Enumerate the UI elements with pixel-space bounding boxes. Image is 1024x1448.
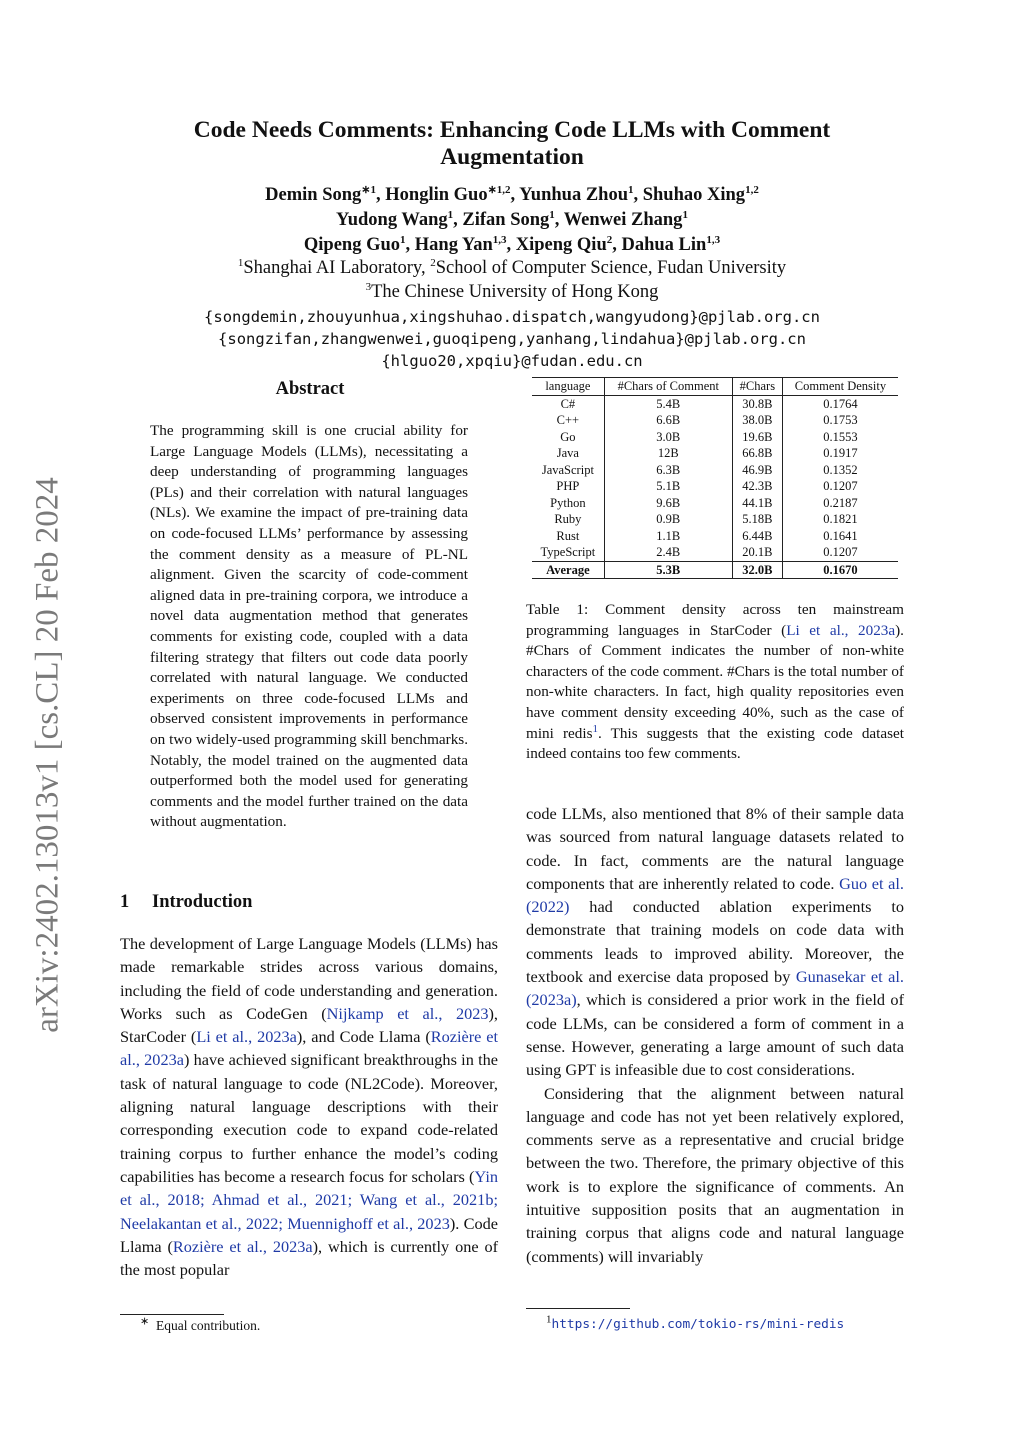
affil-sup: 2 (430, 256, 436, 269)
intro-column-left (120, 932, 498, 1281)
citation-link[interactable]: Yin et al., 2018 (120, 1166, 498, 1210)
author-sup: 1,3 (492, 233, 507, 246)
table-row (532, 395, 898, 412)
author-sup: ∗1,2 (487, 183, 511, 196)
section-number: 1 (120, 892, 130, 912)
table-cell: 6.6B (604, 412, 732, 429)
author-sup: 1 (682, 208, 688, 221)
table-cell: 6.3B (604, 462, 732, 479)
author-emails (120, 306, 904, 372)
author-name: Yudong Wang (336, 210, 448, 230)
table-cell: 0.1753 (823, 413, 858, 427)
table-cell: 0.1764 (823, 396, 858, 411)
table-row (532, 544, 898, 561)
text-run: , which is considered a prior work in the field of code LLMs, can be considered a form of comment in a sense. However, generating a large amount of such data using GPT is infeasible due to cost considerations. (526, 990, 904, 1080)
text-run: ). Code Llama ( (120, 1213, 498, 1256)
author-name: Xipeng Qiu (515, 235, 607, 255)
text-run: Table 1: Comment density across ten mainstream programming languages in StarCoder ( (526, 601, 904, 639)
text-run: ) have achieved significant breakthroughs in the task of natural language to code (NL2Code). Moreover, aligning natural language descriptions with their corresponding execution code to expand code-related training corpus to further enhance the model’s coding capabilities has become a research focus for scholars ( (120, 1050, 498, 1186)
author-list (120, 183, 904, 258)
table-cell: 1.1B (604, 528, 732, 545)
table-caption (526, 600, 904, 765)
table-cell: 32.0B (732, 561, 782, 579)
author-sup: ∗1 (361, 183, 377, 196)
table-cell: 66.8B (732, 445, 782, 462)
author-name: Yunhua Zhou (519, 185, 628, 205)
author-sup: 1,2 (745, 183, 759, 196)
footnote-divider (120, 1314, 224, 1315)
intro-paragraph-3: Considering that the alignment between natural language and code has not yet been relatively explored, comments serve as a representative and crucial bridge between the two. Therefore, the primary objective of this work is to explore the significance of comments. An intuitive supposition posits that an augmentation in training corpus that aligns code and natural language (comments) will invariably (526, 1083, 904, 1266)
citation-link[interactable]: Wang et al., 2021b (359, 1190, 494, 1210)
citation-link[interactable]: Neelakantan et al., 2022 (120, 1213, 279, 1233)
table-cell: 0.1207 (823, 545, 858, 559)
author-sup: 1 (400, 233, 406, 246)
table-cell: 5.3B (604, 561, 732, 579)
abstract-body: The programming skill is one crucial ability for Large Language Models (LLMs), necessitating a deep understanding of programming languages (PLs) and their correlation with natural languages (NLs). We examine the impact of pre-training data on code-focused LLMs’ performance by assessing the comment density as a measure of PL-NL alignment. Given the scarcity of code-comment aligned data in pre-training corpora, we introduce a novel data augmentation method that generates comments for existing code, coupled with a data filtering strategy that filters out code data poorly correlated with natural language. We conducted experiments on three code-focused LLMs and observed consistent improvements in performance on two widely-used programming skill benchmarks. Notably, the model trained on the augmented data outperformed both the model used for generating comments and the model further trained on the data without augmentation. (150, 422, 468, 831)
table-cell: 0.1670 (823, 562, 858, 577)
text-run: code LLMs, also mentioned that 8% of their sample data was sourced from natural language datasets related to code. In fact, comments are the natural language components that are inherently related to code. (526, 804, 904, 893)
footnote-equal-contribution (140, 1315, 261, 1334)
table-cell: 0.1641 (823, 528, 858, 543)
author-name: Hang Yan (414, 235, 493, 255)
text-run: . This suggests that the existing code dataset indeed contains too few comments. (526, 724, 904, 763)
author-sup: 1,3 (706, 233, 721, 246)
citation-link[interactable]: Nijkamp et al., 2023 (326, 1003, 489, 1023)
section-title: Introduction (152, 892, 253, 912)
footnote-mark: ∗ (140, 1315, 150, 1328)
table-cell: 6.44B (732, 528, 782, 545)
email-line[interactable]: {songzifan,zhangwenwei,guoqipeng,yanhang,lindahua}@pjlab.org.cn (218, 330, 806, 348)
text-run: ; (200, 1190, 212, 1210)
author-name: Wenwei Zhang (563, 210, 683, 230)
author-line-1: Demin Song$^{∗1}$, Honglin Guo$^{∗1,2}$, Yunhua Zhou$^1$, Shuhao Xing$^{1,2}$ (265, 183, 759, 205)
table-cell: 42.3B (732, 478, 782, 495)
table-header-row (532, 378, 898, 396)
text-run: had conducted ablation experiments to demonstrate that training models on code data with comments leads to improved ability. Moreover, the textbook and exercise data proposed by (526, 897, 904, 987)
author-sup: 2 (606, 233, 613, 246)
table-row (532, 528, 898, 545)
table-row (532, 462, 898, 479)
affil-sup: 3 (365, 280, 372, 293)
text-run: ; (347, 1190, 360, 1210)
author-name: Shuhao Xing (642, 185, 746, 205)
author-name: Zifan Song (462, 210, 550, 230)
paper-title: Code Needs Comments: Enhancing Code LLMs with Comment Augmentation (193, 117, 831, 170)
email-line[interactable]: {hlguo20,xpqiu}@fudan.edu.cn (381, 352, 643, 370)
text-run: ; (493, 1190, 498, 1210)
table-row (532, 495, 898, 512)
text-run: ; (278, 1213, 288, 1233)
intro-paragraph-2 (526, 802, 904, 1082)
table-cell: 5.1B (604, 478, 732, 495)
citation-link[interactable]: Guo et al. (2022) (526, 873, 905, 917)
table-cell: 0.2187 (823, 495, 858, 510)
table-row (532, 511, 898, 528)
footnote-text: Equal contribution. (155, 1318, 261, 1333)
author-name: Honglin Guo (385, 185, 488, 205)
table-cell: 5.18B (732, 511, 782, 528)
table-row (532, 478, 898, 495)
table-header-cell: #Chars (732, 378, 782, 396)
table-cell: Ruby (532, 511, 604, 528)
table-cell: 20.1B (732, 544, 782, 561)
footnote-marker[interactable]: 1 (592, 722, 598, 735)
table-cell: C# (532, 395, 604, 412)
footnote-mark: 1 (546, 1313, 552, 1326)
table-cell: Python (532, 495, 604, 512)
table-cell: Average (532, 561, 604, 579)
table-cell: 0.1352 (823, 462, 858, 477)
table-header-cell: #Chars of Comment (604, 378, 732, 396)
section-heading-introduction (120, 892, 252, 913)
table-comment-density (532, 377, 898, 579)
table-cell: JavaScript (532, 462, 604, 479)
table-cell: TypeScript (532, 544, 604, 561)
table-average-row (532, 561, 898, 579)
author-name: Dahua Lin (621, 235, 707, 255)
text-run: ), and Code Llama ( (296, 1027, 431, 1047)
citation-link[interactable]: Li et al., 2023a (786, 621, 896, 639)
citation-link[interactable]: Muennighoff et al., 2023 (287, 1213, 450, 1233)
affil-sup: 1 (237, 256, 244, 269)
author-sup: 1 (447, 208, 454, 221)
arxiv-identifier (22, 455, 74, 1055)
text-run: ), which is currently one of the most popular (120, 1236, 499, 1280)
table-header-cell: Comment Density (794, 379, 887, 393)
table-row (532, 412, 898, 429)
table-cell: Go (532, 429, 604, 446)
table-cell: 0.1821 (823, 512, 858, 526)
affiliation: The Chinese University of Hong Kong (371, 282, 659, 302)
table-cell: 2.4B (604, 544, 732, 561)
citation-link[interactable]: Gunasekar et al. (2023a) (526, 967, 904, 1010)
author-line-2: Yudong Wang$^1$, Zifan Song$^1$, Wenwei Zhang$^1$ (336, 208, 688, 230)
table-cell: 9.6B (604, 495, 732, 512)
affiliation-line-1 (120, 256, 904, 280)
citation-link[interactable]: Rozière et al., 2023a (120, 1027, 499, 1070)
email-line[interactable]: {songdemin,zhouyunhua,xingshuhao.dispatch,wangyudong}@pjlab.org.cn (204, 308, 820, 326)
table-row (532, 429, 898, 446)
affiliation-line-2 (120, 280, 904, 304)
citation-link[interactable]: Li et al., 2023a (196, 1027, 297, 1047)
table-cell: 5.4B (604, 395, 732, 412)
footnote-url-link[interactable]: https://github.com/tokio-rs/mini-redis (551, 1317, 845, 1332)
table-row (532, 445, 898, 462)
table-cell: 12B (604, 445, 732, 462)
author-sup: 1 (627, 183, 634, 196)
abstract-heading: Abstract (275, 379, 345, 399)
table-cell: 0.1917 (823, 446, 858, 460)
text-run: The development of Large Language Models (LLMs) has made remarkable strides across various domains, including the field of code understanding and generation. Works such as CodeGen ( (120, 934, 498, 1023)
citation-link[interactable]: Rozière et al., 2023a (172, 1236, 313, 1256)
table-cell: 3.0B (604, 429, 732, 446)
citation-link[interactable]: Ahmad et al., 2021 (211, 1190, 348, 1210)
table-cell: 44.1B (732, 495, 782, 512)
footnote-mini-redis (546, 1313, 845, 1332)
author-name: Qipeng Guo (303, 235, 401, 255)
table-cell: C++ (532, 412, 604, 429)
table-cell: 0.1553 (823, 429, 858, 444)
table-header-cell: language (532, 378, 604, 396)
arxiv-id-text: arXiv:2402.13013v1 [cs.CL] 20 Feb 2024 (29, 477, 66, 1033)
table-cell: 0.1207 (823, 479, 858, 493)
table-cell: Java (532, 445, 604, 462)
table-cell: 0.9B (604, 511, 732, 528)
table-cell: PHP (532, 478, 604, 495)
affiliation: School of Computer Science, Fudan University (435, 258, 787, 278)
affiliations (120, 256, 904, 304)
author-sup: 1 (549, 208, 555, 221)
author-line-3: Qipeng Guo$^1$, Hang Yan$^{1,3}$, Xipeng Qiu$^2$, Dahua Lin$^{1,3}$ (303, 233, 721, 255)
text-run: ), StarCoder ( (120, 1003, 499, 1047)
table-cell: 38.0B (732, 412, 782, 429)
author-name: Demin Song (265, 185, 362, 205)
affiliation: Shanghai AI Laboratory, (243, 258, 426, 278)
table-cell: 30.8B (732, 395, 782, 412)
table-cell: 19.6B (732, 429, 782, 446)
intro-paragraph-1 (120, 932, 498, 1281)
table-cell: 46.9B (732, 462, 782, 479)
table-cell: Rust (532, 528, 604, 545)
text-run: ). #Chars of Comment indicates the number of non-white characters of the code comment. #Chars is the total number of non-white characters. In fact, high quality repositories even have comment density exceeding 40%, such as the case of mini redis (526, 621, 904, 742)
footnote-divider (526, 1308, 630, 1309)
intro-column-right (526, 802, 904, 1268)
